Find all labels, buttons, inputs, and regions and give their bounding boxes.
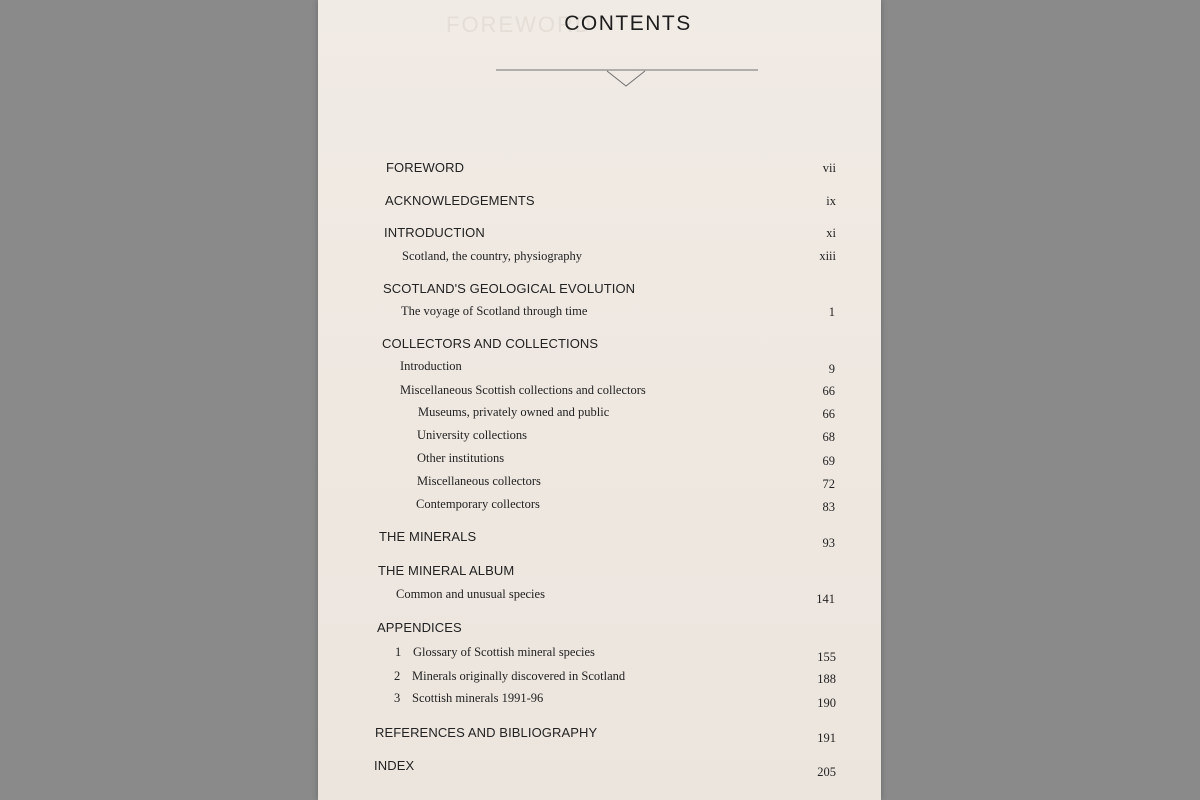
toc-subsubentry[interactable]: Other institutions [417, 451, 505, 465]
appendix-number: 1 [395, 645, 402, 659]
toc-page-number: 155 [817, 650, 836, 664]
toc-section-introduction[interactable]: INTRODUCTION [384, 225, 485, 240]
toc-page-number: 9 [828, 362, 835, 376]
toc-section-foreword[interactable]: FOREWORD [386, 160, 465, 175]
toc-page-number: 66 [822, 384, 835, 398]
toc-section-acknowledgements[interactable]: ACKNOWLEDGEMENTS [385, 193, 535, 208]
toc-subentry[interactable]: The voyage of Scotland through time [401, 304, 588, 318]
toc-page-number: 66 [822, 407, 835, 421]
toc-page-number: 68 [822, 430, 835, 444]
toc-page-number: 69 [822, 454, 835, 468]
toc-section-mineral-album[interactable]: THE MINERAL ALBUM [378, 563, 515, 578]
toc-appendix-item[interactable] [394, 669, 625, 684]
toc-page-number: xiii [819, 249, 836, 263]
toc-page-number: 93 [822, 536, 835, 550]
toc-page-number: 188 [817, 672, 836, 686]
toc-subentry[interactable]: Scotland, the country, physiography [402, 249, 583, 263]
appendix-title: Glossary of Scottish mineral species [413, 645, 595, 659]
toc-page-number: ix [826, 194, 836, 208]
toc-subentry[interactable]: Introduction [400, 359, 462, 373]
contents-page [318, 0, 881, 800]
toc-subentry[interactable]: Common and unusual species [396, 587, 545, 601]
page-title: CONTENTS [564, 12, 692, 35]
appendix-title: Scottish minerals 1991-96 [412, 691, 544, 705]
toc-subsubentry[interactable]: Museums, privately owned and public [418, 405, 610, 419]
title-divider [496, 62, 758, 90]
appendix-number: 3 [394, 691, 401, 705]
toc-subsubentry[interactable]: Contemporary collectors [416, 497, 540, 511]
toc-section-appendices[interactable]: APPENDICES [377, 620, 462, 635]
toc-page-number: 190 [817, 696, 836, 710]
toc-section-index[interactable]: INDEX [374, 758, 415, 773]
toc-section-references[interactable]: REFERENCES AND BIBLIOGRAPHY [375, 725, 598, 740]
toc-page-number: 1 [828, 305, 835, 319]
toc-page-number: 72 [822, 477, 835, 491]
toc-page-number: 83 [822, 500, 835, 514]
appendix-title: Minerals originally discovered in Scotland [412, 669, 626, 683]
toc-subentry[interactable]: Miscellaneous Scottish collections and collectors [400, 383, 646, 397]
toc-page-number: xi [826, 226, 836, 240]
toc-subsubentry[interactable]: University collections [417, 428, 528, 442]
toc-appendix-item[interactable] [394, 691, 543, 706]
show-through-text: FOREWORD [446, 12, 593, 37]
toc-section-collectors[interactable]: COLLECTORS AND COLLECTIONS [382, 336, 599, 351]
toc-page-number: 191 [817, 731, 836, 745]
appendix-number: 2 [394, 669, 401, 683]
toc-page-number: vii [822, 161, 836, 175]
toc-appendix-item[interactable] [395, 645, 595, 660]
toc-page-number: 141 [816, 592, 835, 606]
toc-section-geological-evolution[interactable]: SCOTLAND'S GEOLOGICAL EVOLUTION [383, 281, 636, 296]
toc-subsubentry[interactable]: Miscellaneous collectors [417, 474, 541, 488]
toc-section-the-minerals[interactable]: THE MINERALS [379, 529, 477, 544]
toc-page-number: 205 [817, 765, 836, 779]
